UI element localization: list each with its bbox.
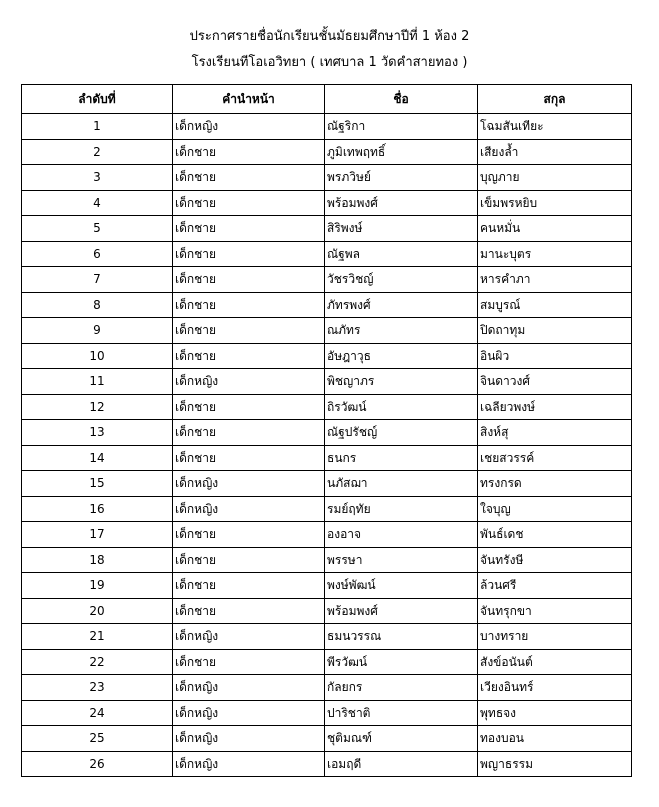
cell-first-name: ภูมิเทพฤทธิ์ [325,139,478,165]
cell-number: 12 [22,394,173,420]
cell-last-name: พญาธรรม [478,751,632,777]
school-subtitle: โรงเรียนทีโอเอวิทยา ( เทศบาล 1 วัดคำสายทอง ) [191,55,468,70]
cell-prefix: เด็กชาย [173,190,325,216]
cell-number: 26 [22,751,173,777]
table-row [22,165,632,191]
cell-first-name: พิชญาภร [325,369,478,395]
cell-first-name: ถิรวัฒน์ [325,394,478,420]
cell-number: 10 [22,343,173,369]
page-title: ประกาศรายชื่อนักเรียนชั้นมัธยมศึกษาปีที่ 1 ห้อง 2 [189,29,470,44]
cell-prefix: เด็กหญิง [173,496,325,522]
table-row [22,369,632,395]
cell-last-name: ล้วนศรี [478,573,632,599]
cell-number: 3 [22,165,173,191]
cell-first-name: พร้อมพงศ์ [325,190,478,216]
cell-last-name: ใจบุญ [478,496,632,522]
cell-last-name: สังข์อนันต์ [478,649,632,675]
cell-prefix: เด็กชาย [173,139,325,165]
cell-first-name: พรภวิษย์ [325,165,478,191]
cell-prefix: เด็กชาย [173,318,325,344]
cell-last-name: บุญภาย [478,165,632,191]
cell-first-name: นภัสฌา [325,471,478,497]
cell-first-name: กัลยกร [325,675,478,701]
cell-number: 8 [22,292,173,318]
cell-last-name: ทรงกรด [478,471,632,497]
cell-last-name: ปิดถาทุม [478,318,632,344]
cell-first-name: เอมฤดี [325,751,478,777]
cell-last-name: เวียงอินทร์ [478,675,632,701]
cell-first-name: รมย์ฤทัย [325,496,478,522]
table-row [22,547,632,573]
cell-prefix: เด็กหญิง [173,726,325,752]
table-row [22,649,632,675]
cell-number: 20 [22,598,173,624]
cell-number: 21 [22,624,173,650]
cell-first-name: พรรษา [325,547,478,573]
header-row [22,85,632,114]
cell-prefix: เด็กหญิง [173,675,325,701]
cell-prefix: เด็กชาย [173,292,325,318]
header-last-name: สกุล [478,85,632,114]
cell-first-name: ณัฐปรัชญ์ [325,420,478,446]
table-row [22,598,632,624]
cell-number: 23 [22,675,173,701]
cell-last-name: พันธ์เดช [478,522,632,548]
cell-last-name: เสียงล้ำ [478,139,632,165]
table-row [22,726,632,752]
cell-last-name: สิงห์สุ [478,420,632,446]
table-row [22,522,632,548]
cell-first-name: อัษฎาวุธ [325,343,478,369]
cell-first-name: ณัฐพล [325,241,478,267]
cell-prefix: เด็กชาย [173,445,325,471]
cell-prefix: เด็กหญิง [173,471,325,497]
cell-last-name: สมบูรณ์ [478,292,632,318]
cell-first-name: ณภัทร [325,318,478,344]
table-row [22,394,632,420]
cell-prefix: เด็กชาย [173,649,325,675]
cell-prefix: เด็กหญิง [173,624,325,650]
cell-last-name: มานะบุตร [478,241,632,267]
cell-last-name: เชยสวรรค์ [478,445,632,471]
cell-number: 1 [22,114,173,140]
cell-first-name: สิริพงษ์ [325,216,478,242]
cell-number: 17 [22,522,173,548]
cell-first-name: ภัทรพงศ์ [325,292,478,318]
cell-last-name: หารคำภา [478,267,632,293]
cell-number: 2 [22,139,173,165]
cell-number: 22 [22,649,173,675]
student-roster-table [21,84,632,777]
cell-prefix: เด็กชาย [173,241,325,267]
cell-prefix: เด็กหญิง [173,369,325,395]
table-row [22,420,632,446]
cell-prefix: เด็กชาย [173,394,325,420]
cell-number: 9 [22,318,173,344]
cell-prefix: เด็กชาย [173,216,325,242]
cell-first-name: วัชรวิชญ์ [325,267,478,293]
table-row [22,190,632,216]
cell-last-name: จันทรังษี [478,547,632,573]
cell-last-name: จันทรุกขา [478,598,632,624]
table-row [22,318,632,344]
table-row [22,573,632,599]
cell-last-name: ทองบอน [478,726,632,752]
cell-first-name: พงษ์พัฒน์ [325,573,478,599]
cell-last-name: จินดาวงศ์ [478,369,632,395]
cell-prefix: เด็กชาย [173,165,325,191]
table-row [22,114,632,140]
cell-first-name: ชุติมณฑ์ [325,726,478,752]
cell-first-name: พร้อมพงศ์ [325,598,478,624]
cell-number: 7 [22,267,173,293]
cell-first-name: ณัฐริกา [325,114,478,140]
table-row [22,675,632,701]
cell-number: 15 [22,471,173,497]
cell-number: 11 [22,369,173,395]
cell-prefix: เด็กชาย [173,420,325,446]
table-row [22,751,632,777]
table-row [22,445,632,471]
cell-last-name: เฉลียวพงษ์ [478,394,632,420]
cell-first-name: ธมนวรรณ [325,624,478,650]
table-row [22,496,632,522]
cell-prefix: เด็กชาย [173,573,325,599]
cell-number: 24 [22,700,173,726]
cell-last-name: โฉมสันเทียะ [478,114,632,140]
header-number: ลำดับที่ [22,85,173,114]
table-row [22,624,632,650]
cell-number: 14 [22,445,173,471]
cell-number: 6 [22,241,173,267]
cell-first-name: ปาริชาติ [325,700,478,726]
cell-number: 18 [22,547,173,573]
header-prefix: คำนำหน้า [173,85,325,114]
cell-number: 19 [22,573,173,599]
cell-first-name: องอาจ [325,522,478,548]
cell-last-name: อินผิว [478,343,632,369]
cell-prefix: เด็กชาย [173,343,325,369]
cell-prefix: เด็กหญิง [173,700,325,726]
cell-last-name: พุทธจง [478,700,632,726]
cell-prefix: เด็กชาย [173,547,325,573]
table-row [22,267,632,293]
cell-last-name: บางทราย [478,624,632,650]
cell-prefix: เด็กชาย [173,522,325,548]
table-row [22,471,632,497]
cell-number: 5 [22,216,173,242]
table-row [22,216,632,242]
table-row [22,139,632,165]
cell-last-name: เข็มพรหยิบ [478,190,632,216]
cell-prefix: เด็กชาย [173,598,325,624]
table-row [22,343,632,369]
cell-prefix: เด็กชาย [173,267,325,293]
cell-number: 13 [22,420,173,446]
cell-number: 25 [22,726,173,752]
cell-first-name: ธนกร [325,445,478,471]
cell-prefix: เด็กหญิง [173,751,325,777]
cell-first-name: พีรวัฒน์ [325,649,478,675]
table-body [22,114,632,777]
table-row [22,241,632,267]
cell-prefix: เด็กหญิง [173,114,325,140]
cell-number: 16 [22,496,173,522]
table-row [22,292,632,318]
table-header [22,85,632,114]
cell-last-name: คนหมั่น [478,216,632,242]
header-first-name: ชื่อ [325,85,478,114]
table-row [22,700,632,726]
cell-number: 4 [22,190,173,216]
